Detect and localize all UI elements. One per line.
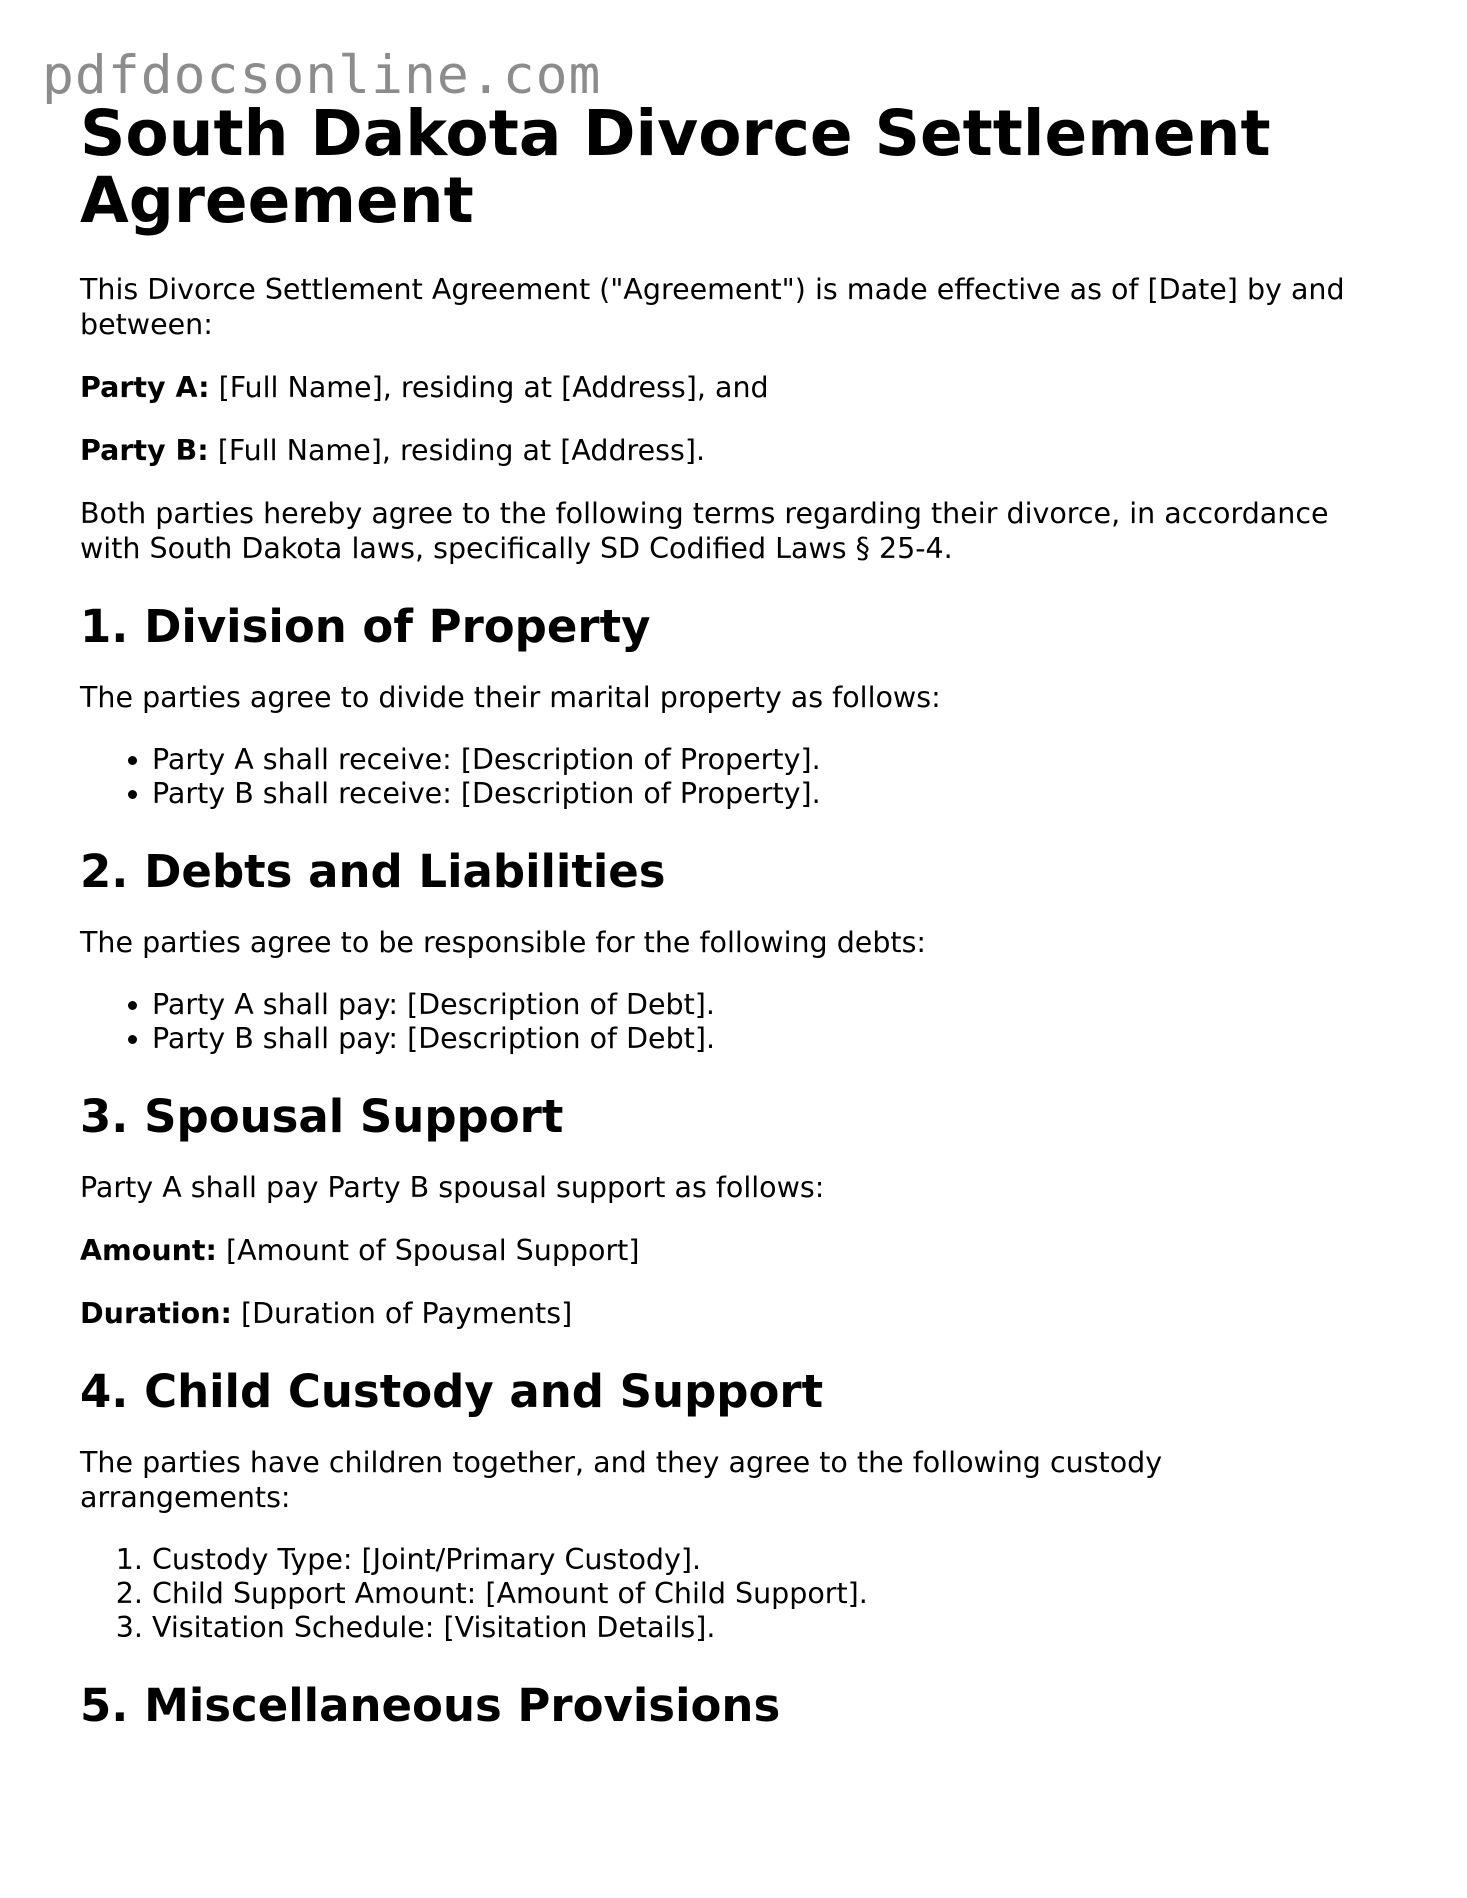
section-heading-debts: 2. Debts and Liabilities bbox=[80, 845, 666, 898]
watermark: pdfdocsonline.com bbox=[42, 45, 602, 106]
custody-list bbox=[80, 1543, 1380, 1645]
section-heading-custody: 4. Child Custody and Support bbox=[80, 1365, 824, 1418]
document-title: South Dakota Divorce Settlement Agreement bbox=[80, 97, 1271, 237]
section-intro-custody: The parties have children together, and they agree to the following custody arrangements: bbox=[80, 1446, 1163, 1514]
section-heading-spousal: 3. Spousal Support bbox=[80, 1090, 564, 1143]
spousal-amount-line bbox=[80, 1233, 1380, 1268]
property-list bbox=[80, 743, 1380, 811]
section-heading-property: 1. Division of Property bbox=[80, 600, 651, 653]
party-a-label: Party A: bbox=[80, 371, 210, 404]
section-intro-spousal: Party A shall pay Party B spousal support as follows: bbox=[80, 1171, 825, 1204]
spousal-duration-label: Duration: bbox=[80, 1297, 232, 1330]
spousal-amount-label: Amount: bbox=[80, 1234, 217, 1267]
list-item: 1. Custody Type: [Joint/Primary Custody]. bbox=[152, 1543, 1380, 1577]
document-body bbox=[80, 97, 1380, 1733]
spousal-duration-text: [Duration of Payments] bbox=[231, 1297, 573, 1330]
party-b-text: [Full Name], residing at [Address]. bbox=[208, 434, 706, 467]
intro-paragraph: This Divorce Settlement Agreement ("Agreement") is made effective as of [Date] by and between: bbox=[80, 273, 1345, 341]
list-item: 2. Child Support Amount: [Amount of Child Support]. bbox=[152, 1577, 1380, 1611]
section-intro-debts: The parties agree to be responsible for the following debts: bbox=[80, 926, 927, 959]
party-a-text: [Full Name], residing at [Address], and bbox=[209, 371, 769, 404]
party-b-label: Party B: bbox=[80, 434, 209, 467]
spousal-duration-line bbox=[80, 1296, 1380, 1331]
list-item: 3. Visitation Schedule: [Visitation Details]. bbox=[152, 1611, 1380, 1645]
debts-list bbox=[80, 988, 1380, 1056]
party-b-line bbox=[80, 433, 1380, 468]
list-item: • Party B shall receive: [Description of Property]. bbox=[152, 777, 1380, 811]
agreement-statement: Both parties hereby agree to the following terms regarding their divorce, in accordance with South Dakota laws, specifically SD Codified Laws § 25-4. bbox=[80, 497, 1329, 565]
section-heading-misc: 5. Miscellaneous Provisions bbox=[80, 1679, 781, 1732]
list-item: • Party B shall pay: [Description of Debt]. bbox=[152, 1022, 1380, 1056]
spousal-amount-text: [Amount of Spousal Support] bbox=[216, 1234, 640, 1267]
list-item: • Party A shall pay: [Description of Debt]. bbox=[152, 988, 1380, 1022]
list-item: • Party A shall receive: [Description of Property]. bbox=[152, 743, 1380, 777]
section-intro-property: The parties agree to divide their marital property as follows: bbox=[80, 681, 941, 714]
party-a-line bbox=[80, 370, 1380, 405]
